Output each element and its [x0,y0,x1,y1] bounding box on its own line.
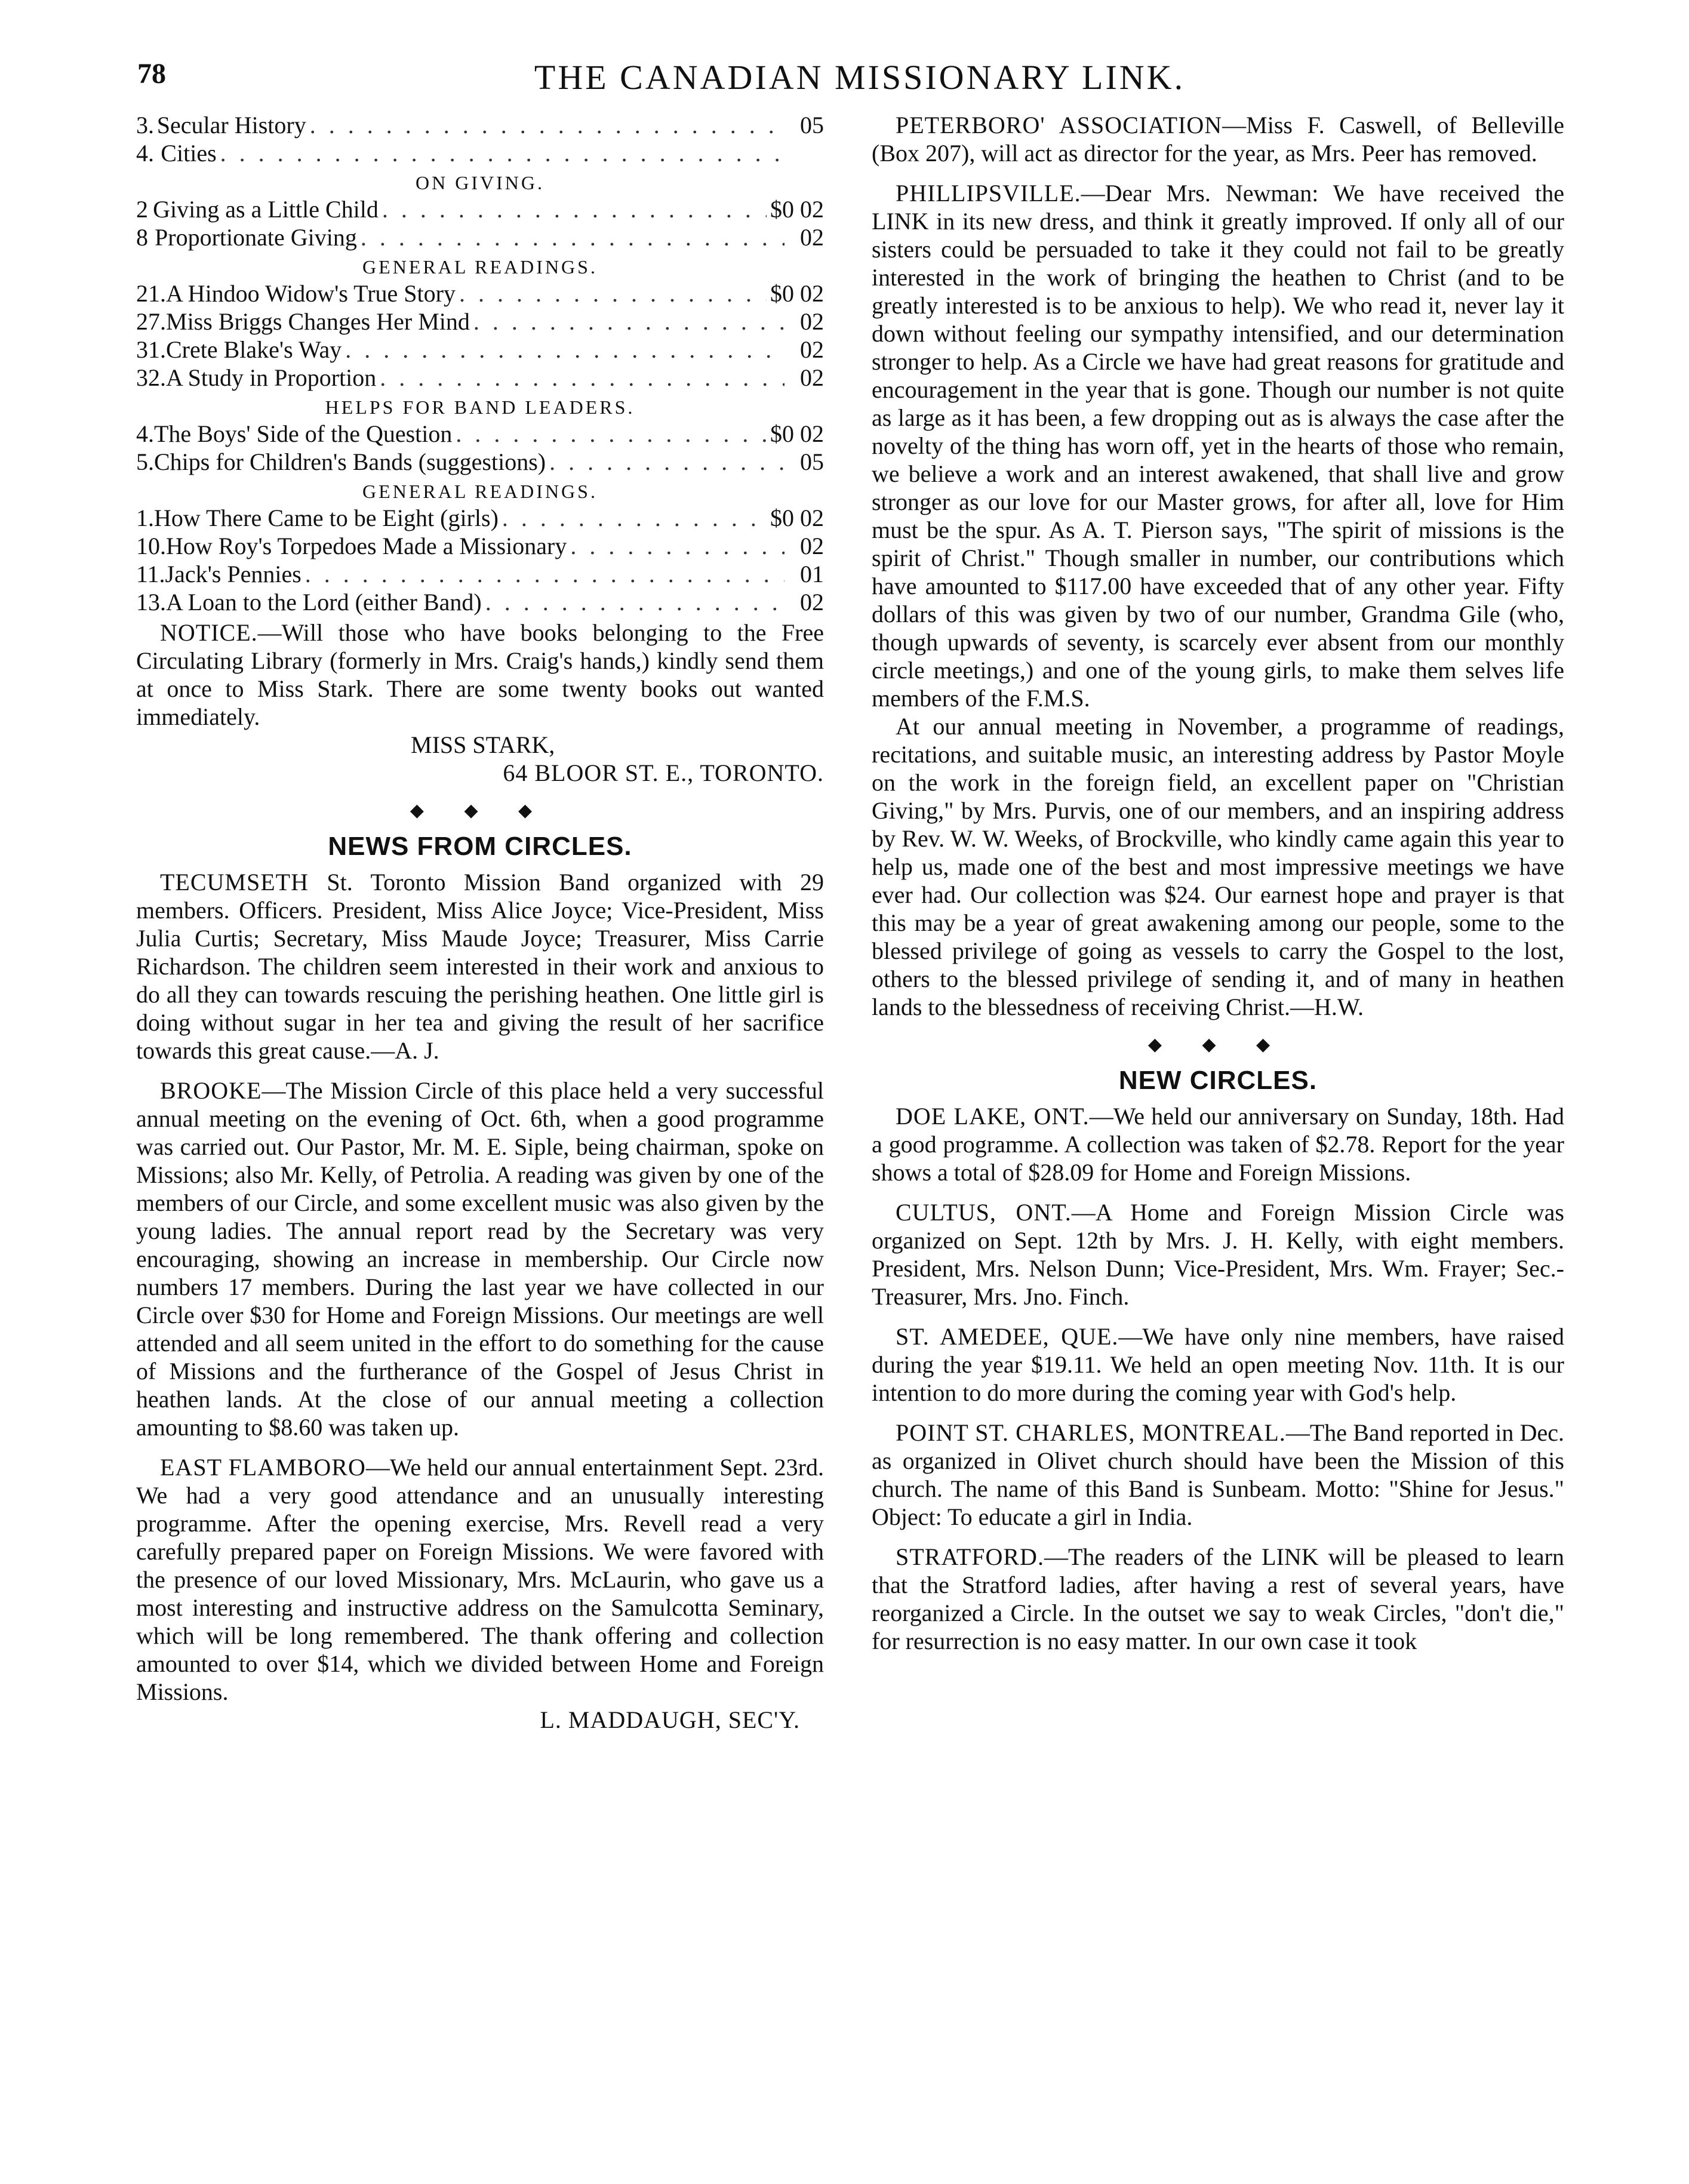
article-lead: EAST FLAMBORO [160,1454,366,1481]
article-signature: L. MADDAUGH, SEC'Y. [540,1706,800,1733]
leader-dots [382,195,767,223]
section-title-news: NEWS FROM CIRCLES. [328,832,632,861]
item-price: 02 [800,589,824,616]
article-peterboro [872,111,1564,167]
list-item [136,139,824,167]
item-title: Miss Briggs Changes Her Mind [166,308,470,335]
leader-dots [305,560,784,588]
list-item [136,532,824,560]
leader-dots [459,279,767,307]
item-number: 32. [136,364,166,391]
item-price: 02 [800,364,824,391]
page-header [137,57,1582,105]
list-item [136,560,824,588]
item-title: Crete Blake's Way [166,336,342,363]
item-price: 01 [800,561,824,587]
article-lead: CULTUS, ONT. [896,1199,1072,1226]
leader-dots [502,504,767,532]
article-body: —We held our annual entertainment Sept. 23rd. We had a very good attendance and an unusually interesting programme. After the opening exercise, Mrs. Revell read a very carefully prepared paper on Foreign Missions. We were favored with the presence of our loved Missionary, Mrs. McLaurin, who gave us a most interesting and instructive address on the Samulcotta Seminary, which will be long remembered. The thank offering and collection amounted to over $14, which we divided between Home and Foreign Missions. [136,1454,824,1705]
notice-signature-name: MISS STARK, [411,731,555,758]
article-point-st-charles [872,1419,1564,1531]
item-title: How Roy's Torpedoes Made a Missionary [166,533,567,559]
list-item [136,195,824,223]
list-item [136,364,824,392]
running-title: THE CANADIAN MISSIONARY LINK. [534,58,1186,97]
leader-dots [310,111,784,139]
item-number: 8 [136,224,148,251]
item-title: A Study in Proportion [166,364,377,391]
item-number: 31. [136,336,166,363]
leader-dots [570,532,784,560]
item-price: 02 [800,308,824,335]
article-lead: POINT ST. CHARLES, MONTREAL. [896,1419,1286,1446]
item-price: 05 [800,112,824,139]
article-body: —We have only nine members, have raised during the year $19.11. We held an open meeting Nov. 11th. It is our intention to do more during the coming year with God's help. [872,1323,1564,1406]
leader-dots [220,139,784,167]
article-brooke [136,1076,824,1441]
item-number: 11. [136,561,165,587]
article-body: —The Band reported in Dec. as organized in Olivet church should have been the Mission of this church. The name of this Band is Sunbeam. Motto: "Shine for Jesus." Object: To educate a girl in India. [872,1419,1564,1530]
article-stratford [872,1543,1564,1655]
article-lead: ST. AMEDEE, QUE. [896,1323,1119,1350]
article-lead: DOE LAKE, ONT. [896,1103,1090,1130]
item-price: 02 [800,336,824,363]
ornament-divider: ◆ ◆ ◆ [410,801,550,820]
item-title: Giving as a Little Child [153,196,379,223]
article-lead: PHILLIPSVILLE. [896,180,1081,207]
article-lead: PETERBORO' ASSOCIATION [896,112,1223,139]
list-item [136,504,824,532]
article-st-amedee [872,1322,1564,1407]
article-body: —Miss F. Caswell, of Belleville (Box 207), will act as director for the year, as Mrs. Peer has removed. [872,112,1564,167]
ornament-divider: ◆ ◆ ◆ [1147,1035,1288,1054]
library-notice [136,619,824,731]
item-number: 5. [136,448,154,475]
list-general-readings [136,279,824,392]
list-item [136,307,824,336]
heading-general-readings-2: GENERAL READINGS. [362,481,598,502]
item-number: 10. [136,533,166,559]
list-item [136,588,824,616]
item-number: 2 [136,196,148,223]
list-item [136,336,824,364]
item-price: $0 02 [770,505,824,531]
item-title: A Hindoo Widow's True Story [166,280,456,307]
leader-dots [345,336,784,364]
list-item [136,420,824,448]
article-cultus [872,1198,1564,1311]
article-body: —The Mission Circle of this place held a very successful annual meeting on the evening of Oct. 6th, when a good programme was carried out. Our Pastor, Mr. M. E. Siple, being chairman, spoke on Missions; also Mr. Kelly, of Petrolia. A reading was given by one of the members of our Circle, and some excellent music was also given by the young ladies. The annual report read by the Secretary was very encouraging, showing an increase in membership. Our Circle now numbers 17 members. During the last year we have collected in our Circle over $30 for Home and Foreign Missions. Our meetings are well attended and all seem united in the effort to do something for the cause of Missions and the furtherance of the Gospel of Jesus Christ in heathen lands. At the close of our annual meeting a collection amounting to $8.60 was taken up. [136,1077,824,1441]
article-body: St. Toronto Mission Band organized with 29 members. Officers. President, Miss Alice Joyce; Vice-President, Miss Julia Curtis; Secretary, Miss Maude Joyce; Treasurer, Miss Carrie Richardson. The children seem interested in their work and anxious to do all they can towards rescuing the perishing heathen. One little girl is doing without sugar in her tea and giving the result of her sacrifice towards this great cause.—A. J. [136,869,824,1064]
item-title: Secular History [156,112,306,139]
item-price: $0 02 [770,280,824,307]
heading-on-giving: ON GIVING. [416,172,544,193]
list-top [136,111,824,167]
article-body: —A Home and Foreign Mission Circle was organized on Sept. 12th by Mrs. J. H. Kelly, with eight members. President, Mrs. Nelson Dunn; Vice-President, Mrs. Wm. Frayer; Sec.-Treasurer, Mrs. Jno. Finch. [872,1199,1564,1310]
left-column [136,111,824,1734]
list-giving [136,195,824,251]
list-helps [136,420,824,476]
list-item [136,279,824,307]
item-title: How There Came to be Eight (girls) [154,505,499,531]
article-doe-lake [872,1102,1564,1186]
leader-dots [456,420,767,448]
item-title: Proportionate Giving [155,224,357,251]
article-annual-meeting: At our annual meeting in November, a programme of readings, recitations, and suitable music, an interesting address by Pastor Moyle on the work in the foreign field, an excellent paper on "Christian Giving," by Mrs. Purvis, one of our members, and an inspiring address by Rev. W. W. Weeks, of Brockville, who kindly came again this year to help us, made one of the best and most impressive meetings we have ever had. Our collection was $24. Our earnest hope and prayer is that this may be a year of great awakening among our people, some to the blessed privilege of going as vessels to carry the Gospel to the lost, others to the blessed privilege of sending it, and of many in heathen lands to the blessedness of receiving Christ.—H.W. [872,713,1564,1020]
article-body: —Dear Mrs. Newman: We have received the LINK in its new dress, and think it greatly improved. If only all of our sisters could be persuaded to take it they could not fail to be greatly interested in the work of bringing the heathen to Christ (and to be greatly interested is to be anxious to help). We who read it, never lay it down without feeling our sympathy intensified, and our determination stronger to help. As a Circle we have had great reasons for gratitude and encouragement in the year that is gone. Though our number is not quite as large as it has been, a few dropping out as is always the case after the novelty of the thing has worn off, yet in the hearts of those who remain, we believe a work and an interest awakened, that shall live and grow stronger as our love for our Master grows, for after all, love for Him must be the spur. As A. T. Pierson says, "The spirit of missions is the spirit of Christ." Though smaller in number, our contributions which have amounted to $117.00 have exceeded that of any other year. Fifty dollars of this was given by two of our number, Grandma Gile (who, though upwards of seventy, is scarcely ever absent from our monthly circle meetings,) and one of the young girls, to make them selves life members of the F.M.S. [872,180,1564,712]
item-price: 05 [800,448,824,475]
notice-lead: NOTICE. [160,619,258,646]
article-east-flamboro [136,1453,824,1706]
section-title-new-circles: NEW CIRCLES. [1118,1066,1318,1095]
heading-general-readings: GENERAL READINGS. [362,256,598,278]
item-price: 02 [800,224,824,251]
list-item [136,111,824,139]
leader-dots [361,223,784,251]
item-number: 4. [136,420,154,447]
article-body: —We held our anniversary on Sunday, 18th. Had a good programme. A collection was taken of $2.78. Report for the year shows a total of $28.09 for Home and Foreign Missions. [872,1103,1564,1186]
leader-dots [473,307,784,336]
article-phillipsville [872,179,1564,712]
article-body: —The readers of the LINK will be pleased to learn that the Stratford ladies, after having a rest of several years, have reorganized a Circle. In the outset we say to weak Circles, "don't die," for resurrection is no easy matter. In our own case it took [872,1543,1564,1654]
article-lead: BROOKE [160,1077,262,1104]
item-number: 21. [136,280,166,307]
item-title: Chips for Children's Bands (suggestions) [154,448,546,475]
list-general-readings-2 [136,504,824,616]
item-title: A Loan to the Lord (either Band) [166,589,482,616]
article-lead: TECUMSETH [160,869,309,896]
item-title: The Boys' Side of the Question [154,420,453,447]
item-title: Jack's Pennies [165,561,302,587]
leader-dots [485,588,784,616]
heading-helps-band-leaders: HELPS FOR BAND LEADERS. [325,396,635,418]
item-title: Cities [161,140,217,167]
notice-signature-address: 64 BLOOR ST. E., TORONTO. [503,759,824,786]
list-item [136,448,824,476]
leader-dots [549,448,784,476]
page-number: 78 [137,58,166,90]
item-number: 4. [136,140,154,167]
item-price: 02 [800,533,824,559]
item-number: 3. [136,112,154,139]
item-price: $0 02 [770,420,824,447]
article-lead: STRATFORD. [896,1543,1044,1570]
article-tecumseth [136,868,824,1065]
leader-dots [380,364,784,392]
item-number: 13. [136,589,166,616]
notice-body: —Will those who have books belonging to the Free Circulating Library (formerly in Mrs. Craig's hands,) kindly send them at once to Miss Stark. There are some twenty books out wanted immediately. [136,619,824,730]
list-item [136,223,824,251]
item-price: $0 02 [770,196,824,223]
item-number: 27. [136,308,166,335]
item-number: 1. [136,505,154,531]
right-column [872,111,1564,1655]
